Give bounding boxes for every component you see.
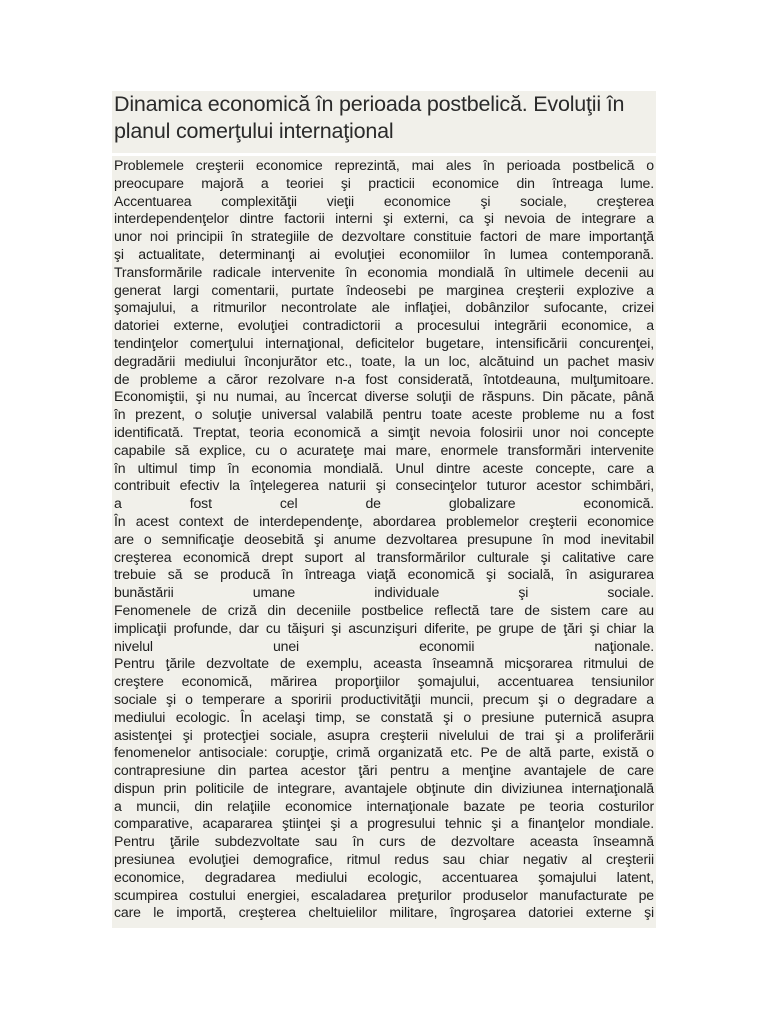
body-line: capabile să explice, cu o acurateţe mai mare, enormele transformări intervenite xyxy=(114,441,654,458)
body-line: nivelul unei economii naţionale. xyxy=(114,637,654,654)
body-line: presiunea evoluţiei demografice, ritmul redus sau chiar negativ al creşterii xyxy=(114,851,654,868)
body-line: implicaţii profunde, dar cu tăişuri şi ascunzişuri diferite, pe grupe de ţări şi chiar la xyxy=(114,619,654,636)
body-line: Economiştii, şi nu numai, au încercat diverse soluţii de răspuns. Din păcate, până xyxy=(114,388,654,405)
body-line: trebuie să se producă în întreaga viaţă economică şi socială, în asigurarea xyxy=(114,566,654,583)
body-line: tendinţelor comerţului internaţional, deficitelor bugetare, intensificării concurenţei, xyxy=(114,334,654,351)
body-line: a muncii, din relaţiile economice internaţionale bazate pe teoria costurilor xyxy=(114,797,654,814)
body-line: şomajului, a ritmurilor necontrolate ale inflaţiei, dobânzilor sufocante, crizei xyxy=(114,299,654,316)
body-line: degradării mediului înconjurător etc., toate, la un loc, alcătuind un pachet masiv xyxy=(114,352,654,369)
body-line: Accentuarea complexităţii vieţii economice şi sociale, creşterea xyxy=(114,192,654,209)
body-line: economice, degradarea mediului ecologic, accentuarea şomajului latent, xyxy=(114,868,654,885)
body-line: Fenomenele de criză din deceniile postbelice reflectă tare de sistem care au xyxy=(114,601,654,618)
body-line: Pentru ţările dezvoltate de exemplu, aceasta înseamnă micşorarea ritmului de xyxy=(114,655,654,672)
body-line: Transformările radicale intervenite în economia mondială în ultimele decenii au xyxy=(114,263,654,280)
body-line: contrapresiune din partea acestor ţări pentru a menţine avantajele de care xyxy=(114,762,654,779)
body-line: Pentru ţările subdezvoltate sau în curs de dezvoltare aceasta înseamnă xyxy=(114,833,654,850)
body-line: şi actualitate, determinanţi ai evoluţiei economiilor în lumea contemporană. xyxy=(114,245,654,262)
body-line: dispun prin politicile de integrare, avantajele obţinute din diviziunea internaţională xyxy=(114,779,654,796)
body-line: mediului ecologic. În acelaşi timp, se constată şi o presiune puternică asupra xyxy=(114,708,654,725)
body-line: în prezent, o soluţie universal valabilă pentru toate aceste probleme nu a fost xyxy=(114,406,654,423)
body-line: în ultimul timp în economia mondială. Unul dintre aceste concepte, care a xyxy=(114,459,654,476)
body-line: fenomenelor antisociale: corupţie, crimă organizată etc. Pe de altă parte, există o xyxy=(114,744,654,761)
body-line: are o semnificaţie deosebită şi anume dezvoltarea presupune în mod inevitabil xyxy=(114,530,654,547)
body-line: unor noi principii în strategiile de dezvoltare constituie factori de mare importanţă xyxy=(114,228,654,245)
document-title: Dinamica economică în perioada postbelică. Evoluţii în planul comerţului internaţional xyxy=(114,92,625,143)
body-line: identificată. Treptat, teoria economică a simţit nevoia folosirii unor noi concepte xyxy=(114,423,654,440)
body-line: interdependenţelor dintre factorii interni şi externi, ca şi nevoia de integrare a xyxy=(114,210,654,227)
body-line: comparative, acapararea ştiinţei şi a progresului tehnic şi a finanţelor mondiale. xyxy=(114,815,654,832)
body-line: preocupare majoră a teoriei şi practicii economice din întreaga lume. xyxy=(114,174,654,191)
body-line: contribuit efectiv la înţelegerea naturii şi consecinţelor tuturor acestor schimbări, xyxy=(114,477,654,494)
body-line: scumpirea costului energiei, escaladarea preţurilor produselor manufacturate pe xyxy=(114,886,654,903)
body-line: creşterea economică drept suport al transformărilor culturale şi calitative care xyxy=(114,548,654,565)
body-line: În acest context de interdependenţe, abordarea problemelor creşterii economice xyxy=(114,512,654,529)
body-line: Problemele creşterii economice reprezintă, mai ales în perioada postbelică o xyxy=(114,157,654,173)
document-body xyxy=(114,157,654,922)
body-line: bunăstării umane individuale şi sociale. xyxy=(114,584,654,601)
body-line: asistenţei şi protecţiei sociale, asupra creşterii nivelului de trai şi a proliferării xyxy=(114,726,654,743)
body-line: creştere economică, mărirea proporţiilor şomajului, accentuarea tensiunilor xyxy=(114,673,654,690)
body-line: care le importă, creşterea cheltuielilor militare, îngroşarea datoriei externe şi xyxy=(114,904,654,921)
body-line: de probleme a căror rezolvare n-a fost considerată, întotdeauna, mulţumitoare. xyxy=(114,370,654,387)
body-line: generat largi comentarii, purtate îndeosebi pe marginea creşterii explozive a xyxy=(114,281,654,298)
body-line: datoriei externe, evoluţiei contradictorii a procesului integrării economice, a xyxy=(114,317,654,334)
body-line: sociale şi o temperare a sporirii productivităţii muncii, precum şi o degradare a xyxy=(114,690,654,707)
body-line: a fost cel de globalizare economică. xyxy=(114,495,654,512)
